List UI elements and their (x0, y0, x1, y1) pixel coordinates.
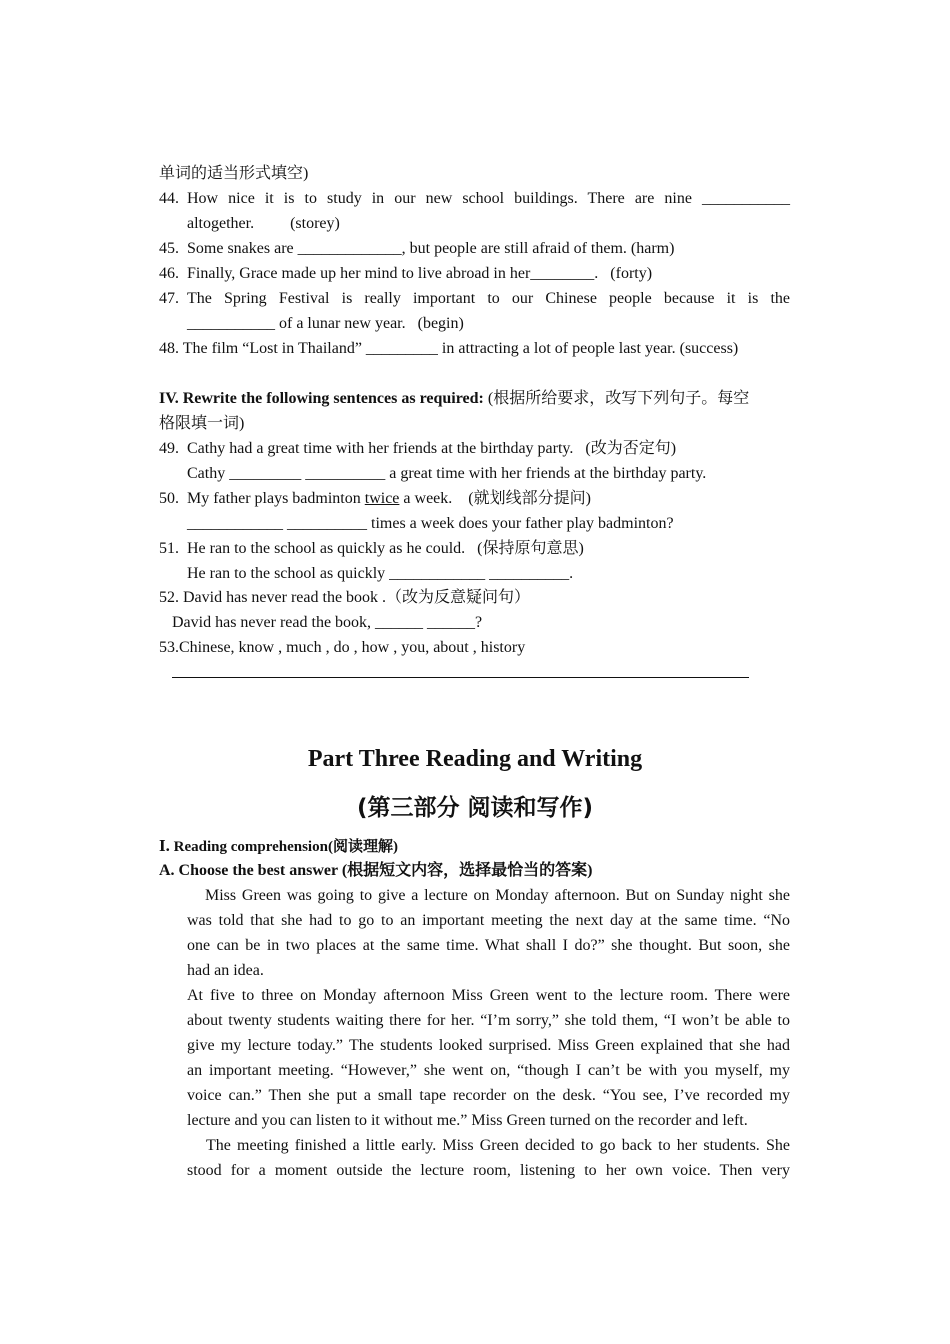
part-three-title: Part Three Reading and Writing (307, 746, 643, 772)
reading-subsection-heading: A. Choose the best answer (根据短文内容，选择最恰当的答案) (159, 862, 593, 879)
passage-line: stood for a moment outside the lecture room, listening to her own voice. Then very (187, 1162, 790, 1179)
section-4-heading-cont: 格限填一词) (159, 415, 245, 432)
question-45: 45. Some snakes are _____________, but people are still afraid of them. (harm) (159, 240, 675, 257)
question-44-cont: altogether. (storey) (187, 215, 340, 232)
passage-line: about twenty students waiting there for her. “I’m sorry,” she told them, “I won’t be able to (187, 1012, 790, 1029)
question-49-answer: Cathy _________ __________ a great time with her friends at the birthday party. (187, 465, 707, 482)
question-48: 48. The film “Lost in Thailand” _________ in attracting a lot of people last year. (success) (159, 340, 739, 357)
question-51-answer: He ran to the school as quickly ____________ __________. (187, 565, 574, 582)
question-50-answer: ____________ __________ times a week does your father play badminton? (187, 515, 674, 532)
question-49: 49. Cathy had a great time with her friends at the birthday party. (改为否定句) (159, 440, 677, 457)
passage-line: one can be in two places at the same time. What shall I do?” she thought. But soon, she (187, 937, 790, 954)
question-51: 51. He ran to the school as quickly as he could. (保持原句意思) (159, 540, 584, 557)
passage-line: was told that she had to go to an important meeting the next day at the same time. “No (187, 912, 790, 929)
passage-line: voice can.” Then she put a small tape recorder on the desk. “You see, I’ve recorded my (187, 1087, 790, 1104)
passage-line: an important meeting. “However,” she went on, “though I can’t be with you myself, my (187, 1062, 790, 1079)
question-52-answer: David has never read the book, ______ ______? (172, 614, 483, 631)
passage-line: give my lecture today.” The students looked surprised. Miss Green explained that she had (187, 1037, 790, 1054)
question-53: 53.Chinese, know , much , do , how , you, about , history (159, 639, 526, 656)
part-three-title-cn: (第三部分 阅读和写作) (356, 795, 594, 821)
question-50: 50. My father plays badminton twice a week. (就划线部分提问) (159, 490, 591, 507)
passage-line: lecture and you can listen to it without me.” Miss Green turned on the recorder and left. (187, 1112, 748, 1129)
passage-line: had an idea. (187, 962, 264, 979)
question-46: 46. Finally, Grace made up her mind to live abroad in her________. (forty) (159, 265, 653, 282)
question-47-cont: ___________ of a lunar new year. (begin) (187, 315, 464, 332)
section-4-heading: IV. Rewrite the following sentences as required: (根据所给要求，改写下列句子。每空 (159, 390, 750, 407)
question-47: 47. The Spring Festival is really important to our Chinese people because it is the (159, 290, 790, 307)
question-52: 52. David has never read the book .（改为反意疑问句） (159, 589, 531, 606)
section-intro-tail: 单词的适当形式填空) (159, 165, 309, 182)
passage-line: Miss Green was going to give a lecture on Monday afternoon. But on Sunday night she (205, 887, 790, 904)
answer-line (172, 677, 749, 678)
passage-line: At five to three on Monday afternoon Miss Green went to the lecture room. There were (187, 987, 790, 1004)
underlined-word: twice (364, 490, 400, 507)
reading-section-heading: I. Reading comprehension(阅读理解) (159, 836, 398, 855)
passage-line: The meeting finished a little early. Miss Green decided to go back to her students. She (206, 1137, 790, 1154)
question-44: 44. How nice it is to study in our new school buildings. There are nine ___________ (159, 190, 790, 207)
